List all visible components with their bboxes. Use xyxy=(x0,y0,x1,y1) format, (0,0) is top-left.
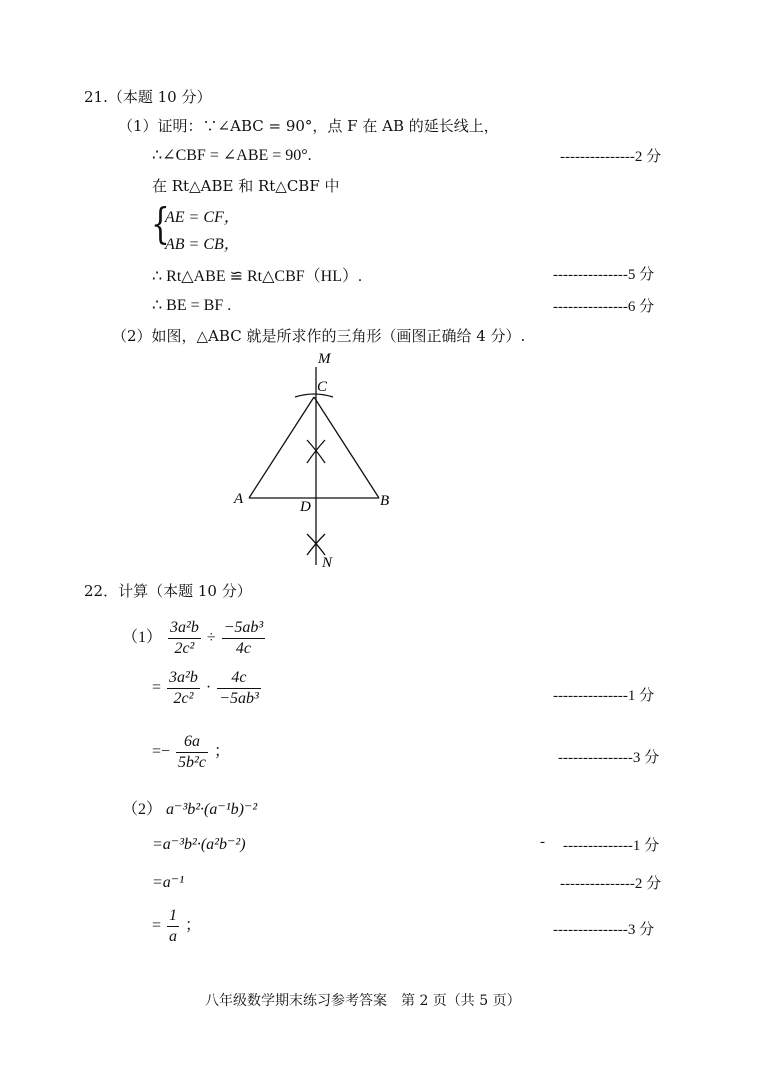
eq-neg-sign: =− xyxy=(152,743,171,761)
frac5-num: 6a xyxy=(176,732,208,753)
frac2-den: 4c xyxy=(235,640,251,657)
segment-bc xyxy=(314,397,379,498)
dot-sign: · xyxy=(205,679,212,697)
arc-c xyxy=(295,394,333,397)
eq-sign-2: = xyxy=(152,917,162,935)
q22-p1-expr xyxy=(122,618,267,659)
label-c: C xyxy=(317,379,328,395)
fraction-2 xyxy=(222,618,266,659)
q22-p2-line3: =a⁻¹ xyxy=(152,874,185,891)
q21-p2: （2）如图，△ABC 就是所求作的三角形（画图正确给 4 分）. xyxy=(112,327,526,345)
label-a: A xyxy=(234,491,244,507)
fraction-1 xyxy=(168,618,201,659)
q21-p1-line1: （1）证明：∵∠ABC = 90°，点 F 在 AB 的延长线上， xyxy=(118,117,499,135)
frac4-den: −5ab³ xyxy=(219,690,259,707)
fraction-6 xyxy=(167,906,179,947)
frac3-num: 3a²b xyxy=(167,668,200,689)
eq-sign: = xyxy=(152,679,162,697)
semicolon-2: ； xyxy=(185,917,202,935)
frac6-num: 1 xyxy=(167,906,179,927)
div-sign: ÷ xyxy=(206,629,216,647)
q21-p1-line2: ∴∠CBF = ∠ABE = 90°. xyxy=(152,147,312,164)
semicolon: ； xyxy=(213,743,230,761)
q21-title: 21.（本题 10 分） xyxy=(84,88,212,106)
q22-p2-score-1: --------------1 分 xyxy=(563,838,660,854)
fraction-5 xyxy=(176,732,208,773)
fraction-4 xyxy=(217,668,261,709)
system-brace: { xyxy=(151,199,170,248)
q22-p2-line1 xyxy=(122,796,257,819)
frac2-num: −5ab³ xyxy=(222,618,266,639)
q21-score-2: ---------------2 分 xyxy=(560,149,662,165)
segment-ac xyxy=(249,397,314,498)
q21-p1-line5: ∴ BE = BF . xyxy=(152,297,232,314)
q22-p2-expr: a⁻³b²·(a⁻¹b)⁻² xyxy=(166,801,258,818)
q22-p2-label: （2） xyxy=(122,801,163,818)
label-b: B xyxy=(380,493,390,509)
frac4-num: 4c xyxy=(217,668,261,689)
fraction-3 xyxy=(167,668,200,709)
q21-sys2: AB = CB， xyxy=(165,236,240,253)
q21-sys1: AE = CF， xyxy=(165,209,240,226)
q21-score-5: ---------------5 分 xyxy=(553,267,655,283)
q22-title: 22．计算（本题 10 分） xyxy=(84,582,252,600)
q22-p1-label: （1） xyxy=(122,629,163,647)
q22-p1-score-3: ---------------3 分 xyxy=(558,750,660,766)
q22-p1-step2 xyxy=(152,732,230,773)
label-d: D xyxy=(300,499,311,515)
frac6-den: a xyxy=(169,928,178,945)
q22-p2-line2: =a⁻³b²·(a²b⁻²) xyxy=(152,836,246,853)
q22-p2-line4 xyxy=(152,906,201,947)
triangle-figure xyxy=(225,345,405,575)
q21-p1-line4: ∴ Rt△ABE ≌ Rt△CBF（HL）. xyxy=(152,268,363,285)
q22-p2-score-3: ---------------3 分 xyxy=(553,922,655,938)
label-m: M xyxy=(318,351,331,367)
frac3-den: 2c² xyxy=(173,690,194,707)
frac1-den: 2c² xyxy=(174,640,195,657)
q21-p1-line3: 在 Rt△ABE 和 Rt△CBF 中 xyxy=(152,177,340,195)
q21-score-6: ---------------6 分 xyxy=(553,299,655,315)
q22-p1-step1 xyxy=(152,668,263,709)
frac1-num: 3a²b xyxy=(168,618,201,639)
frac5-den: 5b²c xyxy=(178,754,206,771)
q22-p2-dash: - xyxy=(540,834,545,850)
page-footer: 八年级数学期末练习参考答案 第 2 页（共 5 页） xyxy=(205,993,521,1009)
q22-p1-score-1: ---------------1 分 xyxy=(553,688,655,704)
q22-p2-score-2: ---------------2 分 xyxy=(560,876,662,892)
label-n: N xyxy=(322,555,333,571)
